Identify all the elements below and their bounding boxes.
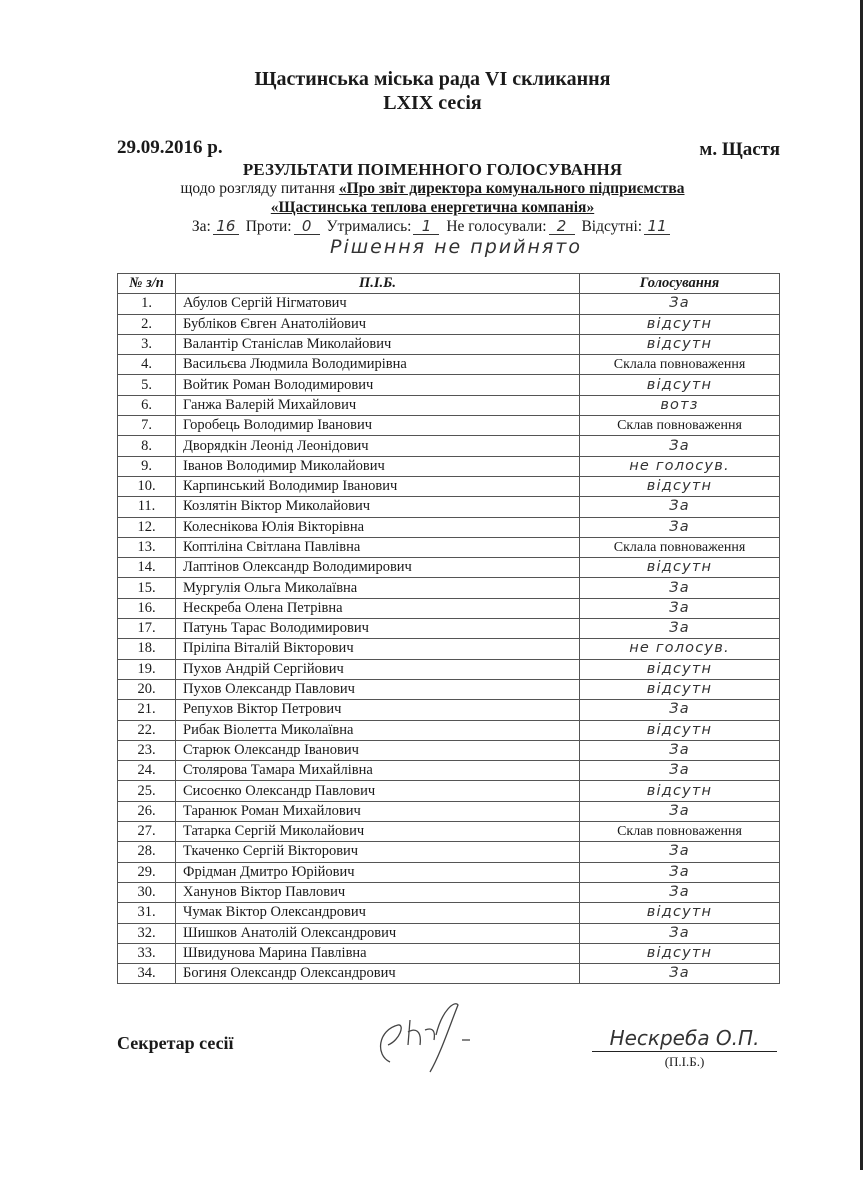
row-number: 23. [118, 740, 176, 760]
vote-status: Склав повноваження [580, 416, 780, 436]
vote-handwritten: відсутн [580, 720, 780, 740]
abstained-count: 1 [413, 218, 439, 235]
vote-handwritten: відсутн [580, 943, 780, 963]
table-header-row [118, 274, 780, 294]
row-number: 5. [118, 375, 176, 395]
table-row [118, 882, 780, 902]
member-name: Шишков Анатолій Олександрович [176, 923, 580, 943]
row-number: 6. [118, 395, 176, 415]
row-number: 3. [118, 334, 176, 354]
member-name: Старюк Олександр Іванович [176, 740, 580, 760]
row-number: 7. [118, 416, 176, 436]
decision-handwritten: Рішення не прийнято [330, 236, 583, 258]
vote-handwritten: За [580, 862, 780, 882]
member-name: Татарка Сергій Миколайович [176, 822, 580, 842]
member-name: Коптіліна Світлана Павлівна [176, 537, 580, 557]
document-title: РЕЗУЛЬТАТИ ПОІМЕННОГО ГОЛОСУВАННЯ [242, 160, 623, 179]
table-row [118, 497, 780, 517]
table-row [118, 598, 780, 618]
table-row [118, 700, 780, 720]
vote-handwritten: За [580, 578, 780, 598]
row-number: 21. [118, 700, 176, 720]
vote-handwritten: відсутн [580, 679, 780, 699]
row-number: 2. [118, 314, 176, 334]
table-row [118, 416, 780, 436]
vote-handwritten: відсутн [580, 334, 780, 354]
table-row [118, 943, 780, 963]
member-name: Абулов Сергій Нігматович [176, 294, 580, 314]
table-row [118, 395, 780, 415]
member-name: Чумак Віктор Олександрович [176, 903, 580, 923]
row-number: 10. [118, 476, 176, 496]
secretary-label: Секретар сесії [117, 1033, 234, 1053]
vote-handwritten: За [580, 497, 780, 517]
vote-tally [0, 218, 865, 236]
table-row [118, 355, 780, 375]
table-row [118, 639, 780, 659]
vote-status: Склав повноваження [580, 822, 780, 842]
document-date: 29.09.2016 р. [117, 137, 223, 158]
table-row [118, 314, 780, 334]
city-name: м. Щастя [699, 139, 780, 160]
subject-title-part-2: «Щастинська теплова енергетична компанія» [270, 199, 595, 216]
member-name: Пухов Андрій Сергійович [176, 659, 580, 679]
vote-handwritten: відсутн [580, 375, 780, 395]
member-name: Ханунов Віктор Павлович [176, 882, 580, 902]
row-number: 34. [118, 964, 176, 984]
subject-prefix: щодо розгляду питання [180, 180, 339, 197]
row-number: 14. [118, 558, 176, 578]
table-row [118, 903, 780, 923]
session-number: LXIX сесія [383, 92, 482, 114]
row-number: 17. [118, 619, 176, 639]
member-name: Рибак Віолетта Миколаївна [176, 720, 580, 740]
row-number: 9. [118, 456, 176, 476]
vote-handwritten: За [580, 740, 780, 760]
subject-line-2 [0, 199, 865, 217]
member-name: Столярова Тамара Михайлівна [176, 761, 580, 781]
vote-handwritten: За [580, 598, 780, 618]
secretary-name-handwritten: Нескреба О.П. [592, 1025, 777, 1052]
member-name: Ганжа Валерій Михайлович [176, 395, 580, 415]
secretary-signature [370, 1000, 520, 1075]
vote-handwritten: За [580, 801, 780, 821]
vote-handwritten: відсутн [580, 558, 780, 578]
vote-handwritten: відсутн [580, 314, 780, 334]
member-name: Фрідман Дмитро Юрійович [176, 862, 580, 882]
member-name: Пріліпа Віталій Вікторович [176, 639, 580, 659]
member-name: Репухов Віктор Петрович [176, 700, 580, 720]
row-number: 27. [118, 822, 176, 842]
table-row [118, 436, 780, 456]
member-name: Ткаченко Сергій Вікторович [176, 842, 580, 862]
table-row [118, 679, 780, 699]
table-row [118, 923, 780, 943]
member-name: Сисоєнко Олександр Павлович [176, 781, 580, 801]
member-name: Нескреба Олена Петрівна [176, 598, 580, 618]
vote-handwritten: За [580, 882, 780, 902]
vote-status: Склала повноваження [580, 355, 780, 375]
vote-handwritten: відсутн [580, 903, 780, 923]
table-row [118, 476, 780, 496]
member-name: Іванов Володимир Миколайович [176, 456, 580, 476]
member-name: Лаптінов Олександр Володимирович [176, 558, 580, 578]
vote-handwritten: За [580, 517, 780, 537]
table-row [118, 334, 780, 354]
row-number: 22. [118, 720, 176, 740]
member-name: Патунь Тарас Володимирович [176, 619, 580, 639]
table-row [118, 294, 780, 314]
table-row [118, 659, 780, 679]
table-row [118, 375, 780, 395]
vote-handwritten: За [580, 842, 780, 862]
table-row [118, 456, 780, 476]
row-number: 30. [118, 882, 176, 902]
not-voted-count: 2 [549, 218, 575, 235]
row-number: 33. [118, 943, 176, 963]
row-number: 31. [118, 903, 176, 923]
abstained-label: Утримались: [326, 218, 412, 235]
for-label: За: [191, 218, 211, 235]
row-number: 29. [118, 862, 176, 882]
row-number: 28. [118, 842, 176, 862]
table-row [118, 781, 780, 801]
table-row [118, 801, 780, 821]
full-name-caption: (П.І.Б.) [664, 1054, 705, 1069]
member-name: Васильєва Людмила Володимирівна [176, 355, 580, 375]
council-name: Щастинська міська рада VI скликання [254, 68, 611, 90]
row-number: 15. [118, 578, 176, 598]
roll-call-table [117, 273, 780, 984]
header-name: П.І.Б. [176, 274, 580, 294]
vote-handwritten: відсутн [580, 659, 780, 679]
member-name: Дворядкін Леонід Леонідович [176, 436, 580, 456]
member-name: Горобець Володимир Іванович [176, 416, 580, 436]
row-number: 11. [118, 497, 176, 517]
member-name: Войтик Роман Володимирович [176, 375, 580, 395]
member-name: Пухов Олександр Павлович [176, 679, 580, 699]
table-row [118, 517, 780, 537]
table-row [118, 578, 780, 598]
row-number: 20. [118, 679, 176, 699]
against-count: 0 [294, 218, 320, 235]
row-number: 4. [118, 355, 176, 375]
not-voted-label: Не голосували: [446, 218, 547, 235]
member-name: Таранюк Роман Михайлович [176, 801, 580, 821]
vote-handwritten: За [580, 964, 780, 984]
row-number: 24. [118, 761, 176, 781]
row-number: 1. [118, 294, 176, 314]
member-name: Колеснікова Юлія Вікторівна [176, 517, 580, 537]
subject-line-1 [0, 180, 865, 198]
subject-title-part-1: «Про звіт директора комунального підприємства [338, 180, 685, 197]
vote-handwritten: відсутн [580, 476, 780, 496]
row-number: 18. [118, 639, 176, 659]
header-vote: Голосування [580, 274, 780, 294]
table-row [118, 842, 780, 862]
vote-handwritten: За [580, 436, 780, 456]
vote-handwritten: За [580, 619, 780, 639]
row-number: 16. [118, 598, 176, 618]
table-row [118, 558, 780, 578]
vote-handwritten: За [580, 294, 780, 314]
absent-count: 11 [644, 218, 670, 235]
row-number: 13. [118, 537, 176, 557]
vote-handwritten: За [580, 700, 780, 720]
vote-status: Склала повноваження [580, 537, 780, 557]
table-row [118, 537, 780, 557]
member-name: Валантір Станіслав Миколайович [176, 334, 580, 354]
table-row [118, 862, 780, 882]
table-row [118, 740, 780, 760]
vote-handwritten: вотз [580, 395, 780, 415]
vote-handwritten: не голосув. [580, 639, 780, 659]
against-label: Проти: [245, 218, 292, 235]
table-row [118, 619, 780, 639]
table-row [118, 822, 780, 842]
member-name: Швидунова Марина Павлівна [176, 943, 580, 963]
vote-handwritten: За [580, 761, 780, 781]
vote-handwritten: За [580, 923, 780, 943]
member-name: Козлятін Віктор Миколайович [176, 497, 580, 517]
vote-handwritten: відсутн [580, 781, 780, 801]
table-row [118, 761, 780, 781]
row-number: 19. [118, 659, 176, 679]
row-number: 26. [118, 801, 176, 821]
member-name: Богиня Олександр Олександрович [176, 964, 580, 984]
table-row [118, 964, 780, 984]
member-name: Бубліков Євген Анатолійович [176, 314, 580, 334]
row-number: 8. [118, 436, 176, 456]
absent-label: Відсутні: [581, 218, 643, 235]
for-count: 16 [213, 218, 239, 235]
table-row [118, 720, 780, 740]
member-name: Мургулія Ольга Миколаївна [176, 578, 580, 598]
row-number: 25. [118, 781, 176, 801]
header-number: № з/п [118, 274, 176, 294]
vote-handwritten: не голосув. [580, 456, 780, 476]
row-number: 12. [118, 517, 176, 537]
row-number: 32. [118, 923, 176, 943]
member-name: Карпинський Володимир Іванович [176, 476, 580, 496]
